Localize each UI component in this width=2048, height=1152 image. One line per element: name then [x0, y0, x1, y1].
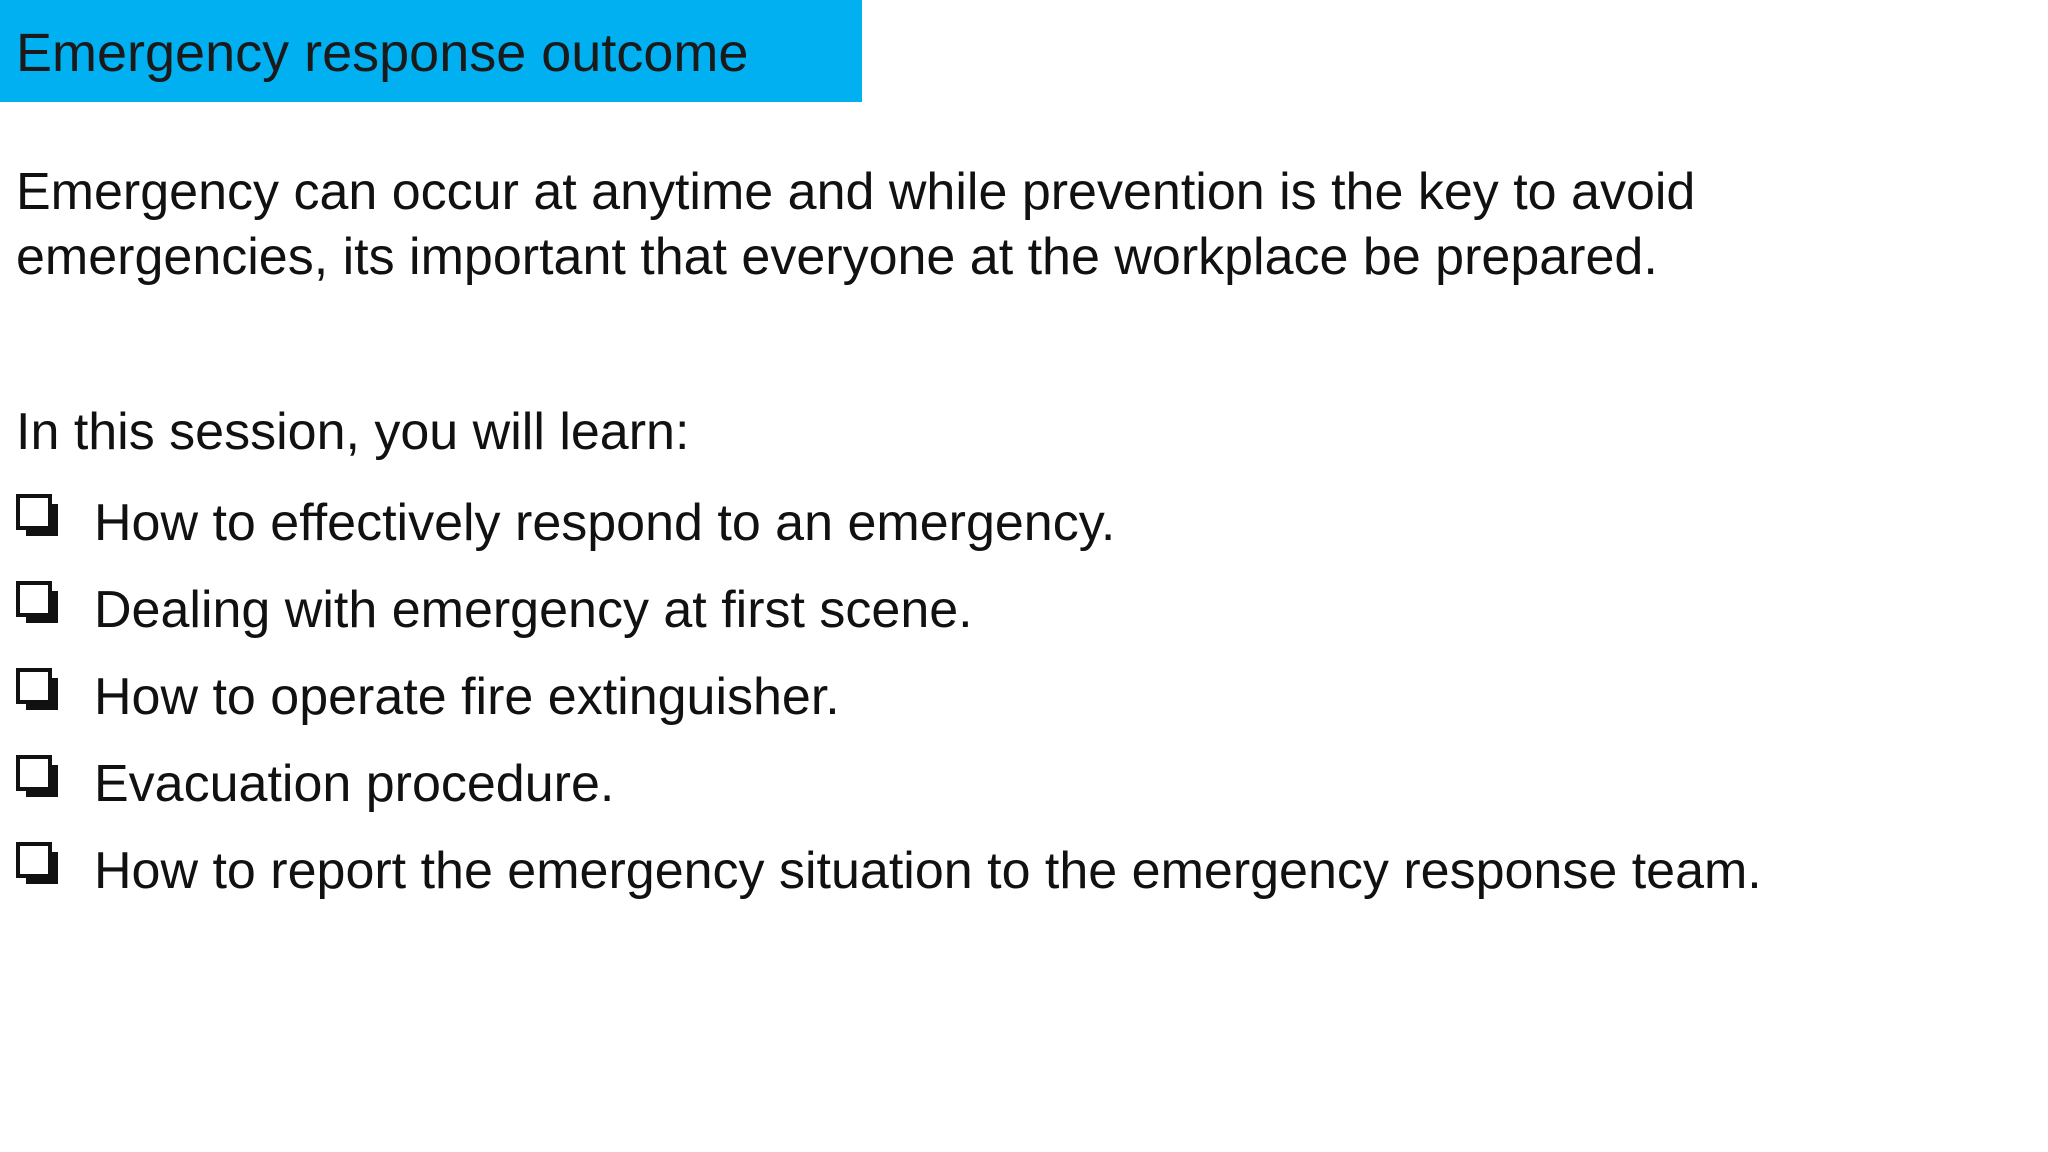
- title-banner: [0, 0, 862, 102]
- list-item-label: How to operate fire extinguisher.: [94, 668, 840, 726]
- list-item-label: How to report the emergency situation to the emergency response team.: [94, 842, 1762, 900]
- learning-outcomes-list: [16, 480, 1762, 915]
- session-lead-text: In this session, you will learn:: [16, 403, 690, 461]
- checkbox-icon: [16, 842, 60, 886]
- intro-line: Emergency can occur at anytime and while prevention is the key to avoid: [16, 163, 1696, 221]
- slide-title: Emergency response outcome: [16, 23, 749, 83]
- checkbox-icon: [16, 755, 60, 799]
- checkbox-icon: [16, 581, 60, 625]
- intro-paragraph: [16, 160, 1916, 290]
- intro-line: emergencies, its important that everyone at the workplace be prepared.: [16, 228, 1658, 286]
- list-item: [16, 741, 1762, 828]
- list-item-label: How to effectively respond to an emergency.: [94, 494, 1116, 552]
- list-item: [16, 567, 1762, 654]
- list-item: [16, 480, 1762, 567]
- list-item: [16, 828, 1762, 915]
- checkbox-icon: [16, 668, 60, 712]
- checkbox-icon: [16, 494, 60, 538]
- list-item-label: Evacuation procedure.: [94, 755, 615, 813]
- list-item-label: Dealing with emergency at first scene.: [94, 581, 973, 639]
- list-item: [16, 654, 1762, 741]
